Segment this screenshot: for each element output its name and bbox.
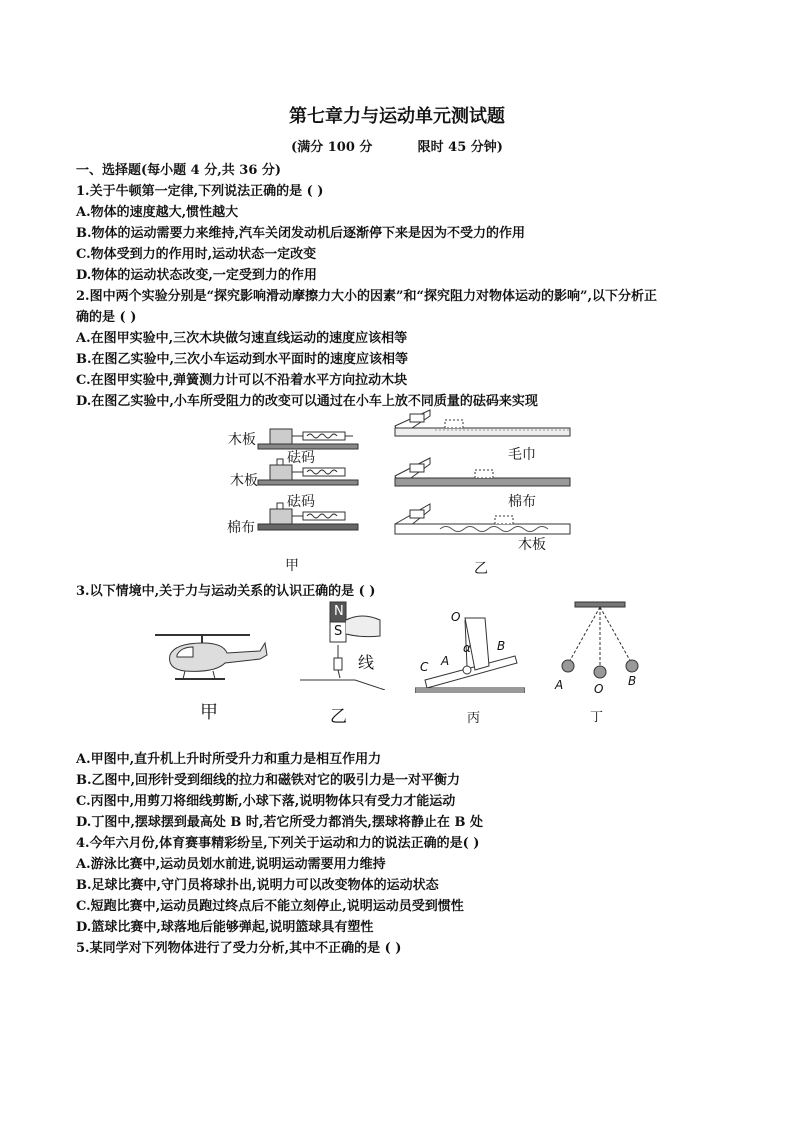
q1-option-c xyxy=(76,243,316,262)
towel-label: 毛巾 xyxy=(508,447,536,463)
q4-option-d: D.篮球比赛中,球落地后能够弹起,说明篮球具有塑性 xyxy=(76,920,374,935)
section-heading: 一、选择题(每小题 4 分,共 36 分) xyxy=(76,163,282,178)
q3-option-c: C.丙图中,用剪刀将细线剪断,小球下落,说明物体只有受力才能运动 xyxy=(76,794,456,809)
q2-option-d: D.在图乙实验中,小车所受阻力的改变可以通过在小车上放不同质量的砝码来实现 xyxy=(76,394,538,409)
incline-a-label: A xyxy=(441,654,450,668)
caption-jia: 甲 xyxy=(285,558,299,574)
q4-option-c: C.短跑比赛中,运动员跑过终点后不能立刻停止,说明运动员受到惯性 xyxy=(76,899,464,914)
q2-option-b: B.在图乙实验中,三次小车运动到水平面时的速度应该相等 xyxy=(76,352,409,367)
caption-q3-yi: 乙 xyxy=(330,707,347,727)
cloth-label-yi: 棉布 xyxy=(508,494,536,510)
page-subtitle: (满分 100 分 限时 45 分钟) xyxy=(291,140,503,155)
q3-stem: 3.以下情境中,关于力与运动关系的认识正确的是 ( ) xyxy=(76,584,376,599)
caption-q3-jia: 甲 xyxy=(200,702,218,723)
thread-label: 线 xyxy=(358,653,375,672)
caption-yi: 乙 xyxy=(474,561,488,577)
q1-a-text: A.物体的速度越大,惯性越大 xyxy=(76,205,239,220)
q1-c-text: C.物体受到力的作用时,运动状态一定改变 xyxy=(76,247,317,262)
magnet-s-label: S xyxy=(334,624,343,639)
board-label-1: 木板 xyxy=(228,432,256,448)
incline-c-label: C xyxy=(420,660,429,674)
swing-pendulum-diagram xyxy=(550,600,650,680)
caption-q3-ding: 丁 xyxy=(590,710,604,725)
q4-option-a: A.游泳比赛中,运动员划水前进,说明运动需要用力维持 xyxy=(76,857,386,872)
q2-option-c: C.在图甲实验中,弹簧测力计可以不沿着水平方向拉动木块 xyxy=(76,373,408,388)
q2-figure-yi xyxy=(390,408,590,578)
q3-figure-yi xyxy=(300,600,390,725)
pendulum-o-label: O xyxy=(594,682,604,696)
weight-label-2: 砝码 xyxy=(287,494,315,510)
caption-q3-bing: 丙 xyxy=(467,711,481,726)
q3-option-d: D.丁图中,摆球摆到最高处 B 时,若它所受力都消失,摆球将静止在 B 处 xyxy=(76,815,483,830)
q1-option-a xyxy=(76,201,238,220)
q2-stem-line1: 2.图中两个实验分别是“探究影响滑动摩擦力大小的因素”和“探究阻力对物体运动的影响”,以下分析正 xyxy=(76,289,658,304)
helicopter-icon xyxy=(155,625,270,685)
magnet-n-label: N xyxy=(334,604,344,619)
q4-stem: 4.今年六月份,体育赛事精彩纷呈,下列关于运动和力的说法正确的是( ) xyxy=(76,836,480,851)
incline-alpha-label: α xyxy=(463,641,471,655)
q2-figure-jia xyxy=(225,412,365,572)
q1-stem: 1.关于牛顿第一定律,下列说法正确的是 ( ) xyxy=(76,184,324,199)
q5-stem: 5.某同学对下列物体进行了受力分析,其中不正确的是 ( ) xyxy=(76,941,402,956)
q1-d-text: D.物体的运动状态改变,一定受到力的作用 xyxy=(76,268,317,283)
resistance-experiment-diagram xyxy=(390,408,590,548)
q3-figure-bing xyxy=(415,608,525,728)
q1-option-d xyxy=(76,264,317,283)
q4-option-b: B.足球比赛中,守门员将球扑出,说明力可以改变物体的运动状态 xyxy=(76,878,439,893)
pendulum-a-label: A xyxy=(555,678,564,692)
q3-option-b: B.乙图中,回形针受到细线的拉力和磁铁对它的吸引力是一对平衡力 xyxy=(76,773,461,788)
pendulum-b-label: B xyxy=(628,674,637,688)
board-label-2: 木板 xyxy=(230,473,258,489)
q3-figure-ding xyxy=(550,600,650,728)
q2-option-a: A.在图甲实验中,三次木块做匀速直线运动的速度应该相等 xyxy=(76,331,408,346)
incline-o-label: O xyxy=(451,610,461,624)
incline-b-label: B xyxy=(497,639,506,653)
weight-label-1: 砝码 xyxy=(287,450,315,466)
q2-stem-line2: 确的是 ( ) xyxy=(76,310,137,325)
q3-figure-jia xyxy=(155,625,270,725)
q1-b-text: B.物体的运动需要力来维持,汽车关闭发动机后逐渐停下来是因为不受力的作用 xyxy=(76,226,526,241)
cloth-label-jia: 棉布 xyxy=(227,520,255,536)
page-title: 第七章力与运动单元测试题 xyxy=(289,106,505,127)
wood-label-yi: 木板 xyxy=(518,537,546,553)
q3-option-a: A.甲图中,直升机上升时所受升力和重力是相互作用力 xyxy=(76,752,382,767)
magnet-paperclip-diagram xyxy=(300,600,390,690)
q1-option-b xyxy=(76,222,525,241)
